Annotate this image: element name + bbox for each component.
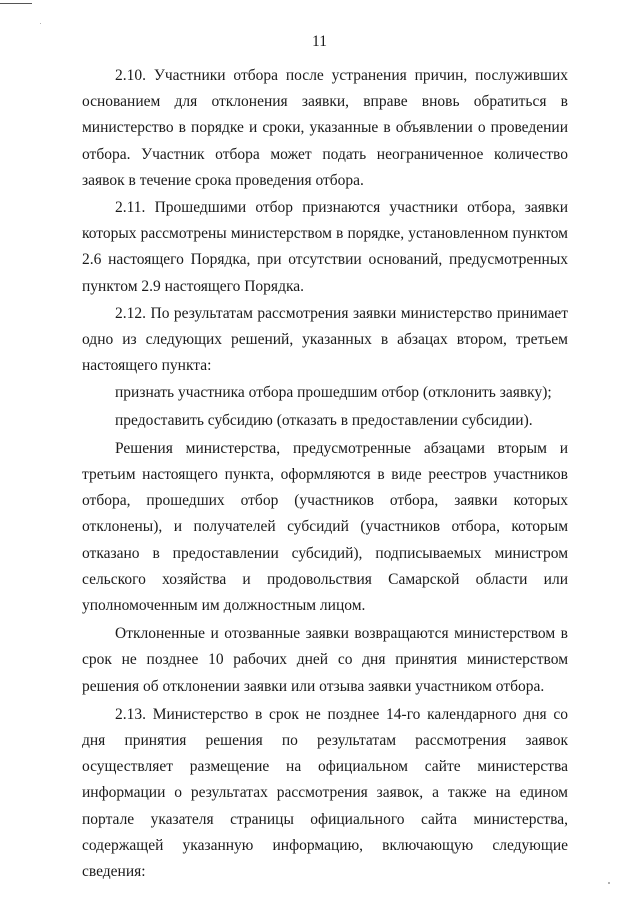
scan-speck [608, 882, 610, 884]
paragraph-2-11: 2.11. Прошедшими отбор признаются участники отбора, заявки которых рассмотрены министерством в порядке, установленном пунктом 2.6 настоящего Порядка, при отсутствии оснований, предусмотренных пунктом 2.9 настоящего Порядка. [82, 199, 568, 295]
scan-speck [40, 23, 41, 24]
list-item-subsidy: предоставить субсидию (отказать в предоставлении субсидии). [115, 411, 533, 429]
paragraph-2-10: 2.10. Участники отбора после устранения причин, послуживших основанием для отклонения заявки, вправе вновь обратиться в министерство в порядке и сроки, указанные в объявлении о проведении отбора. Участник отбора может подать неограниченное количество заявок в течение срока проведения отбора. [82, 67, 568, 189]
document-body [82, 63, 568, 885]
page-number: 11 [312, 33, 327, 50]
paragraph-2-12: 2.12. По результатам рассмотрения заявки министерство принимает одно из следующих решений, указанных в абзацах втором, третьем настоящего пункта: [82, 304, 568, 375]
scan-edge-mark [0, 3, 32, 4]
list-item-admit: признать участника отбора прошедшим отбор (отклонить заявку); [115, 384, 552, 402]
paragraph-returned-applications: Отклоненные и отозванные заявки возвращаются министерством в срок не позднее 10 рабочих дней со дня принятия министерством решения об отклонении заявки или отзыва заявки участником отбора. [82, 625, 568, 695]
paragraph-2-13: 2.13. Министерство в срок не позднее 14-го календарного дня со дня принятия решения по результатам рассмотрения заявок осуществляет размещение на официальном сайте министерства информации о результатах рассмотрения заявок, а также на едином портале указателя страницы официального сайта министерства, содержащей указанную информацию, включающую следующие сведения: [82, 705, 568, 881]
paragraph-decisions: Решения министерства, предусмотренные абзацами вторым и третьим настоящего пункта, оформляются в виде реестров участников отбора, прошедших отбор (участников отбора, заявки которых отклонены), и получателей субсидий (участников отбора, которым отказано в предоставлении субсидий), подписываемых министром сельского хозяйства и продовольствия Самарской области или уполномоченным им должностным лицом. [82, 439, 568, 615]
